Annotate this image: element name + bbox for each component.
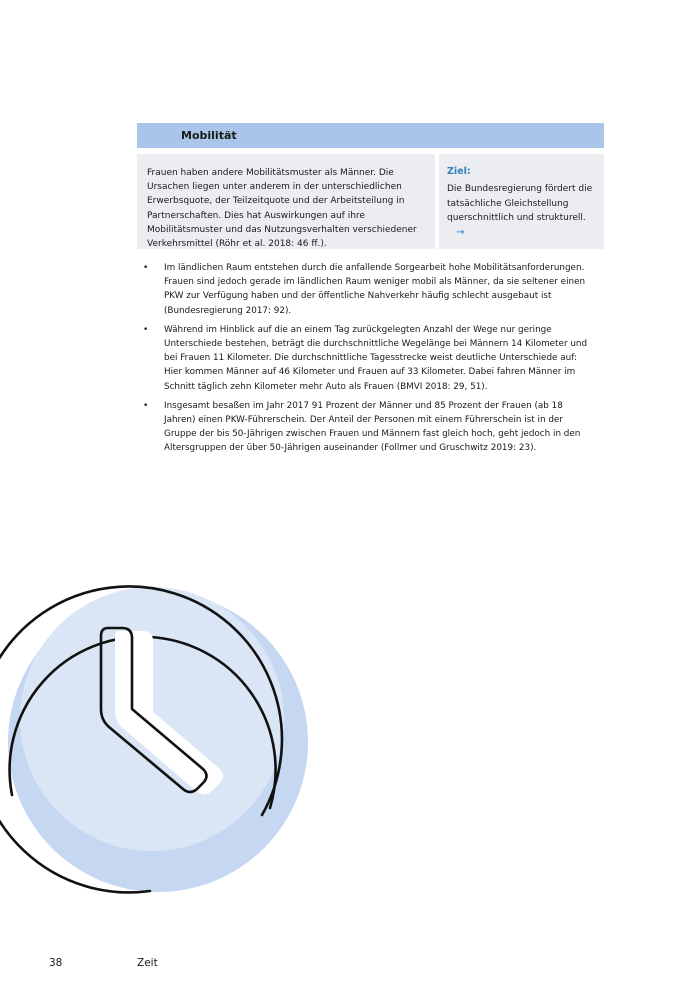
section-header	[137, 123, 604, 148]
goal-text	[447, 182, 599, 240]
bullet-text: Insgesamt besaßen im Jahr 2017 91 Prozent der Männer und 85 Prozent der Frauen (ab 18 Jahren) einen PKW-Führerschein. Der Anteil der Personen mit einem Führerschein ist in der Gruppe der bis 50-Jährigen zwischen Frauen und Männern fast gleich hoch, geht jedoch in den Altersgruppen der über 50-Jährigen auseinander (Follmer und Gruschwitz 2019: 23).	[164, 400, 581, 454]
list-item	[143, 261, 595, 318]
bullet-marker: •	[143, 324, 149, 335]
chapter-name: Zeit	[137, 957, 158, 969]
bullet-text: Im ländlichen Raum entstehen durch die anfallende Sorgearbeit hohe Mobilitätsanforderungen. Frauen sind jedoch gerade im ländlichen Raum weniger mobil als Männer, da sie seltener einen PKW zur Verfügung haben und der öffentliche Nahverkehr häufig schlecht ausgebaut ist (Bundesregierung 2017: 92).	[164, 263, 586, 316]
intro-box	[137, 154, 435, 249]
bullet-marker: •	[143, 263, 149, 273]
arrow-right-icon[interactable]: →	[456, 226, 465, 238]
goal-box	[439, 154, 604, 249]
list-item	[143, 399, 595, 456]
clock-icon	[0, 540, 320, 900]
page-number: 38	[49, 957, 63, 969]
goal-label: Ziel:	[447, 166, 471, 177]
bullet-text: Während im Hinblick auf die an einem Tag zurückgelegten Anzahl der Wege nur geringe Unterschiede bestehen, beträgt die durchschnittliche Wegelänge bei Männern 14 Kilometer und bei Frauen 11 Kilometer. Die durchschnittliche Tagesstrecke weist deutliche Unterschiede auf: Hier kommen Männer auf 46 Kilometer und Frauen auf 33 Kilometer. Dabei fahren Männer im Schnitt täglich zehn Kilometer mehr Auto als Frauen (BMVI 2018: 29, 51).	[164, 324, 588, 392]
goal-text-body: Die Bundesregierung fördert die tatsächliche Gleichstellung querschnittlich und strukturell.	[447, 184, 593, 224]
intro-text: Frauen haben andere Mobilitätsmuster als Männer. Die Ursachen liegen unter anderem in der unterschiedlichen Erwerbsquote, der Teilzeitquote und der Arbeitsteilung in Partnerschaften. Dies hat Auswirkungen auf ihre Mobilitätsmuster und das Nutzungsverhalten verschiedener Verkehrsmittel (Röhr et al. 2018: 46 ff.).	[147, 168, 417, 250]
bullet-marker: •	[143, 400, 149, 411]
bullet-list	[143, 261, 595, 461]
section-title: Mobilität	[181, 129, 237, 142]
list-item	[143, 323, 595, 394]
